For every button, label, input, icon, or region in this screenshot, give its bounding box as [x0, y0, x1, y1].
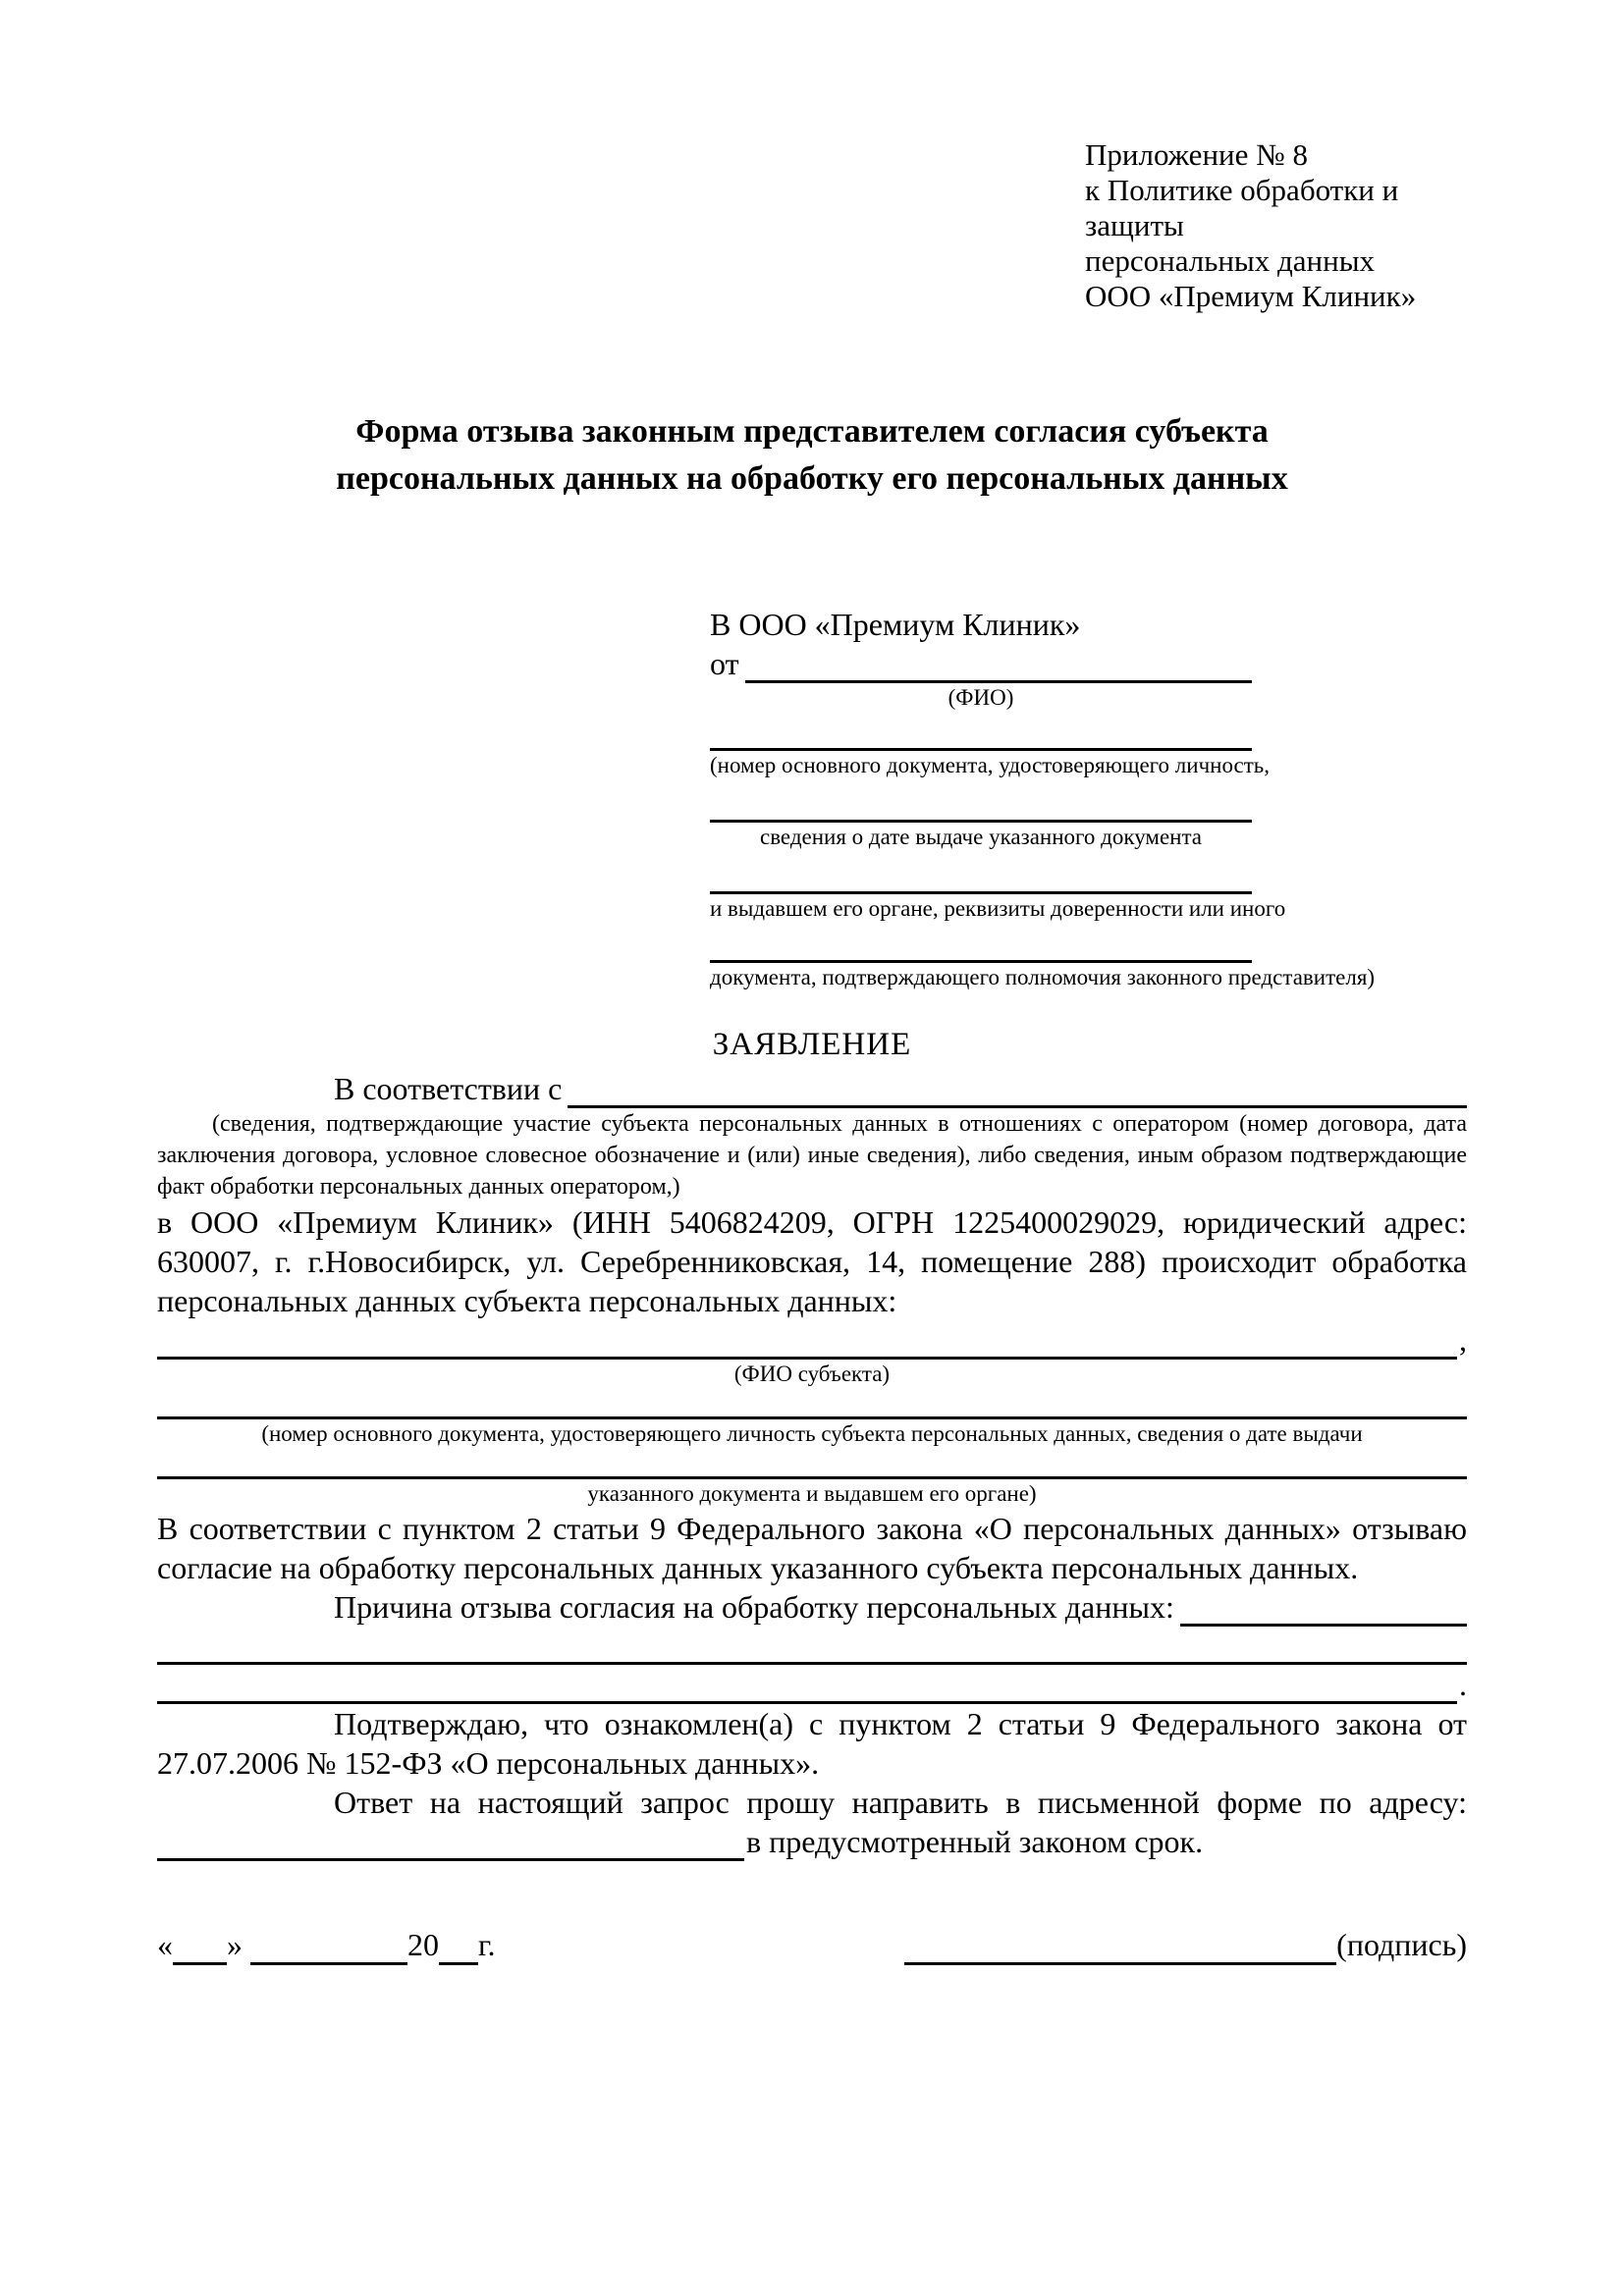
subject-fio-row: [157, 1320, 1467, 1360]
signature-caption: (подпись): [1336, 1927, 1467, 1962]
confirm-paragraph: Подтверждаю, что ознакомлен(а) с пунктом 2 статьи 9 Федерального закона от 27.07.2006 № 152-ФЗ «О персональных данных».: [157, 1706, 1467, 1781]
date-year-suffix: г.: [478, 1927, 496, 1962]
doc-caption-2: сведения о дате выдаче указанного документа: [759, 825, 1203, 849]
reason-period: .: [1459, 1667, 1467, 1702]
doc-caption-1: (номер основного документа, удостоверяющего личность,: [710, 753, 1271, 777]
appendix-header: [1085, 137, 1467, 314]
date-year-blank-line: [439, 1929, 478, 1965]
reason-row: [157, 1587, 1467, 1627]
from-label: от: [710, 646, 739, 681]
doc-caption-3: и выдавшем его органе, реквизиты доверенности или иного: [710, 896, 1286, 921]
footer-row: [157, 1924, 1467, 1965]
subject-fio-comma: ,: [1459, 1322, 1467, 1358]
reply-label: Ответ на настоящий запрос прошу направить в письменной форме по адресу:: [334, 1785, 1467, 1820]
reason-blank-line: [1180, 1624, 1467, 1627]
withdraw-paragraph: В соответствии с пунктом 2 статьи 9 Федерального закона «О персональных данных» отзываю согласие на обработку персональных данных указанного субъекта персональных данных.: [157, 1511, 1467, 1585]
reply-address-row: [157, 1822, 1467, 1861]
signature-blank-line: [904, 1929, 1336, 1965]
operator-paragraph: в ООО «Премиум Клиник» (ИНН 5406824209, ОГРН 1225400029029, юридический адрес: 630007, г. г.Новосибирск, ул. Серебренниковская, 14, помещение 288) происходит обработка персональных данных субъекта персональных данных:: [157, 1204, 1467, 1318]
reply-address-blank-line: [157, 1858, 744, 1861]
appendix-number: Приложение № 8: [1085, 137, 1308, 172]
intro-note: (сведения, подтверждающие участие субъекта персональных данных в отношениях с оператором (номер договора, дата заключения договора, условное словесное обозначение и (или) иные сведения), либо сведения, иным образом подтверждающие факт обработки персональных данных оператором,): [157, 1111, 1467, 1200]
reply-tail: в предусмотренный законом срок.: [746, 1824, 1204, 1859]
appendix-policy-line: к Политике обработки и защиты: [1085, 173, 1399, 242]
date-quote-close: »: [227, 1927, 243, 1962]
doc-caption-4: документа, подтверждающего полномочия законного представителя): [710, 965, 1376, 989]
appendix-company: ООО «Премиум Клиник»: [1085, 279, 1417, 313]
subject-doc-caption-2: указанного документа и выдавшем его органе): [587, 1481, 1037, 1506]
subject-doc-caption-1: (номер основного документа, удостоверяющего личность субъекта персональных данных, сведения о дате выдачи: [261, 1421, 1363, 1446]
reason-blank-row-3: [157, 1665, 1467, 1704]
fio-caption: (ФИО): [947, 685, 1014, 710]
intro-row: [157, 1069, 1467, 1108]
date-day-blank-line: [173, 1929, 227, 1965]
reason-label: Причина отзыва согласия на обработку персональных данных:: [334, 1589, 1174, 1625]
date-year-prefix: 20: [407, 1927, 439, 1962]
signature-field: [904, 1924, 1467, 1965]
addressee-to: В ООО «Премиум Клиник»: [710, 607, 1081, 642]
statement-heading: ЗАЯВЛЕНИЕ: [712, 1027, 912, 1062]
form-title: Форма отзыва законным представителем согласия субъекта персональных данных на обработку его персональных данных: [336, 413, 1288, 497]
from-row: [710, 644, 1252, 683]
date-month-blank-line: [250, 1929, 407, 1965]
intro-label: В соответствии с: [334, 1071, 563, 1106]
appendix-policy-line2: персональных данных: [1085, 243, 1376, 278]
subject-fio-caption: (ФИО субъекта): [733, 1362, 891, 1386]
addressee-block: [710, 605, 1376, 992]
date-field: [157, 1924, 496, 1965]
date-quote-open: «: [157, 1927, 173, 1962]
